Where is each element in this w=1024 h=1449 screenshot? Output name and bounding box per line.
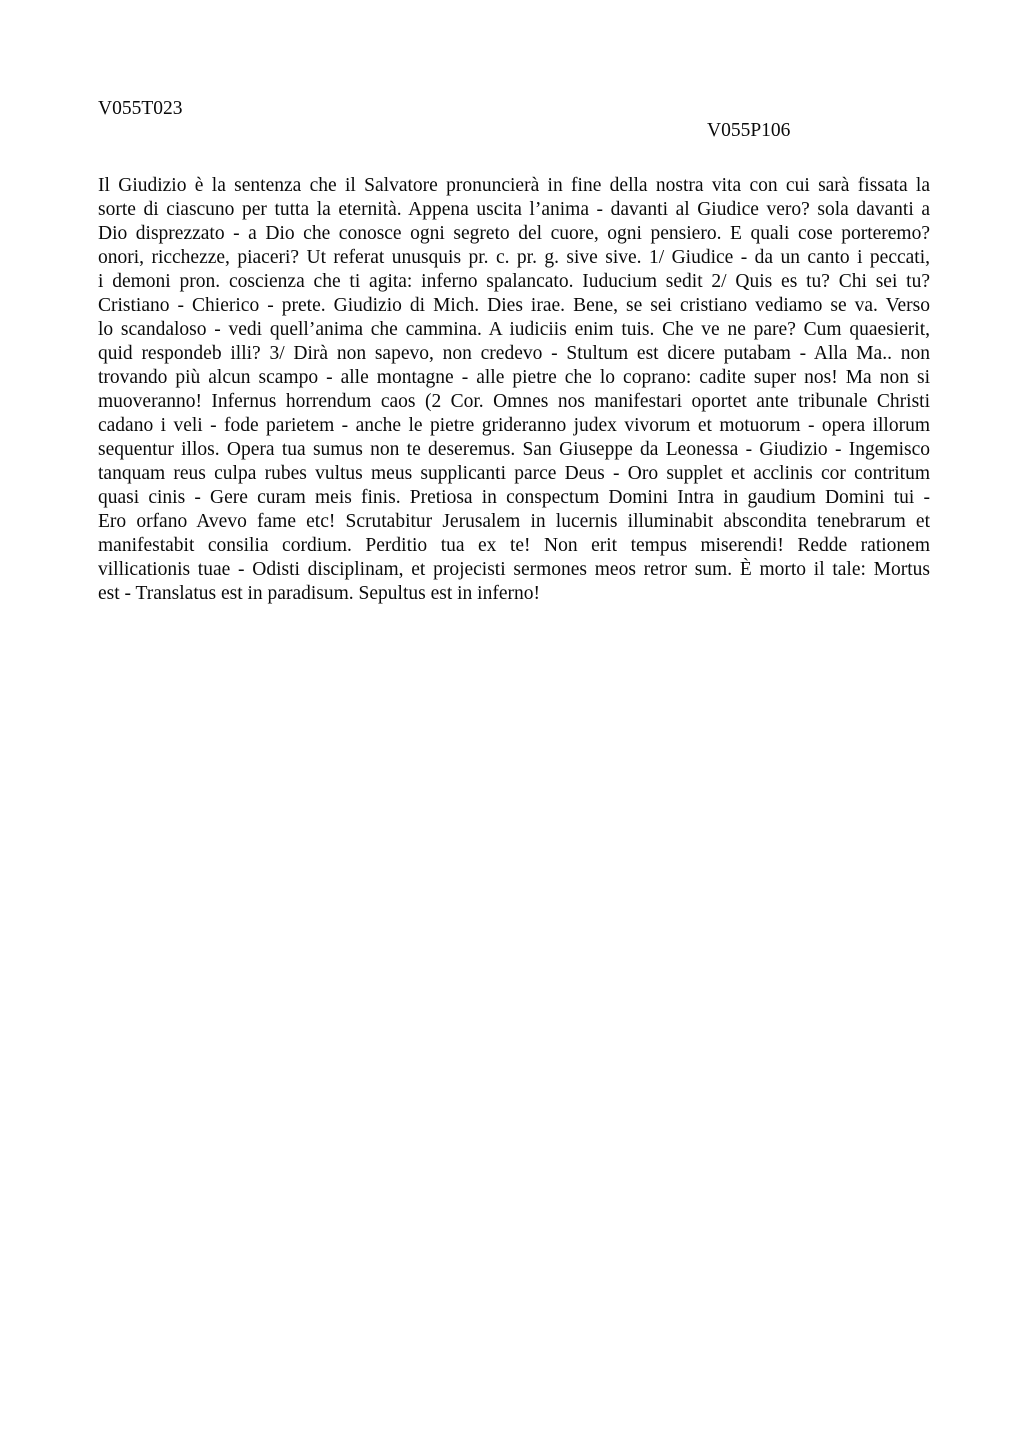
paragraph-line: Il Giudizio è la sentenza che il Salvatore pronuncierà in fine della nostra vita con cui sarà fissata la bbox=[98, 175, 930, 196]
paragraph-line: muoveranno! Infernus horrendum caos (2 Cor. Omnes nos manifestari oportet ante tribunale Christi bbox=[98, 391, 930, 412]
paragraph-line: lo scandaloso - vedi quell’anima che cammina. A iudiciis enim tuis. Che ve ne pare? Cum quaesierit, bbox=[98, 319, 930, 340]
paragraph-line: villicationis tuae - Odisti disciplinam, et projecisti sermones meos retror sum. È morto il tale: Mortus bbox=[98, 559, 930, 580]
paragraph-line: quasi cinis - Gere curam meis finis. Pretiosa in conspectum Domini Intra in gaudium Domini tui - bbox=[98, 487, 930, 508]
page-id: V055P106 bbox=[707, 120, 791, 141]
document-id: V055T023 bbox=[98, 98, 183, 119]
paragraph-line: cadano i veli - fode parietem - anche le pietre grideranno judex vivorum et motuorum - opera illorum bbox=[98, 415, 930, 436]
document-content bbox=[98, 98, 930, 606]
paragraph-line: sequentur illos. Opera tua sumus non te deseremus. San Giuseppe da Leonessa - Giudizio - Ingemisco bbox=[98, 439, 930, 460]
paragraph-line: est - Translatus est in paradisum. Sepultus est in inferno! bbox=[98, 583, 540, 604]
paragraph-line: quid respondeb illi? 3/ Dirà non sapevo, non credevo - Stultum est dicere putabam - Alla Ma.. non bbox=[98, 343, 930, 364]
paragraph-line: Dio disprezzato - a Dio che conosce ogni segreto del cuore, ogni pensiero. E quali cose porteremo? bbox=[98, 223, 930, 244]
paragraph-line: manifestabit consilia cordium. Perditio tua ex te! Non erit tempus miserendi! Redde rationem bbox=[98, 535, 930, 556]
paragraph-line: onori, ricchezze, piaceri? Ut referat unusquis pr. c. pr. g. sive sive. 1/ Giudice - da un canto i peccati, bbox=[98, 247, 930, 268]
paragraph-line: sorte di ciascuno per tutta la eternità. Appena uscita l’anima - davanti al Giudice vero? sola davanti a bbox=[98, 199, 930, 220]
paragraph-line: i demoni pron. coscienza che ti agita: inferno spalancato. Iuducium sedit 2/ Quis es tu? Chi sei tu? bbox=[98, 271, 930, 292]
paragraph-line: tanquam reus culpa rubes vultus meus supplicanti parce Deus - Oro supplet et acclinis cor contritum bbox=[98, 463, 930, 484]
paragraph-line: Ero orfano Avevo fame etc! Scrutabitur Jerusalem in lucernis illuminabit abscondita tenebrarum et bbox=[98, 511, 930, 532]
paragraph-line: trovando più alcun scampo - alle montagne - alle pietre che lo coprano: cadite super nos! Ma non si bbox=[98, 367, 930, 388]
paragraph-line: Cristiano - Chierico - prete. Giudizio di Mich. Dies irae. Bene, se sei cristiano vediamo se va. Verso bbox=[98, 295, 930, 316]
body-paragraph bbox=[98, 174, 930, 606]
